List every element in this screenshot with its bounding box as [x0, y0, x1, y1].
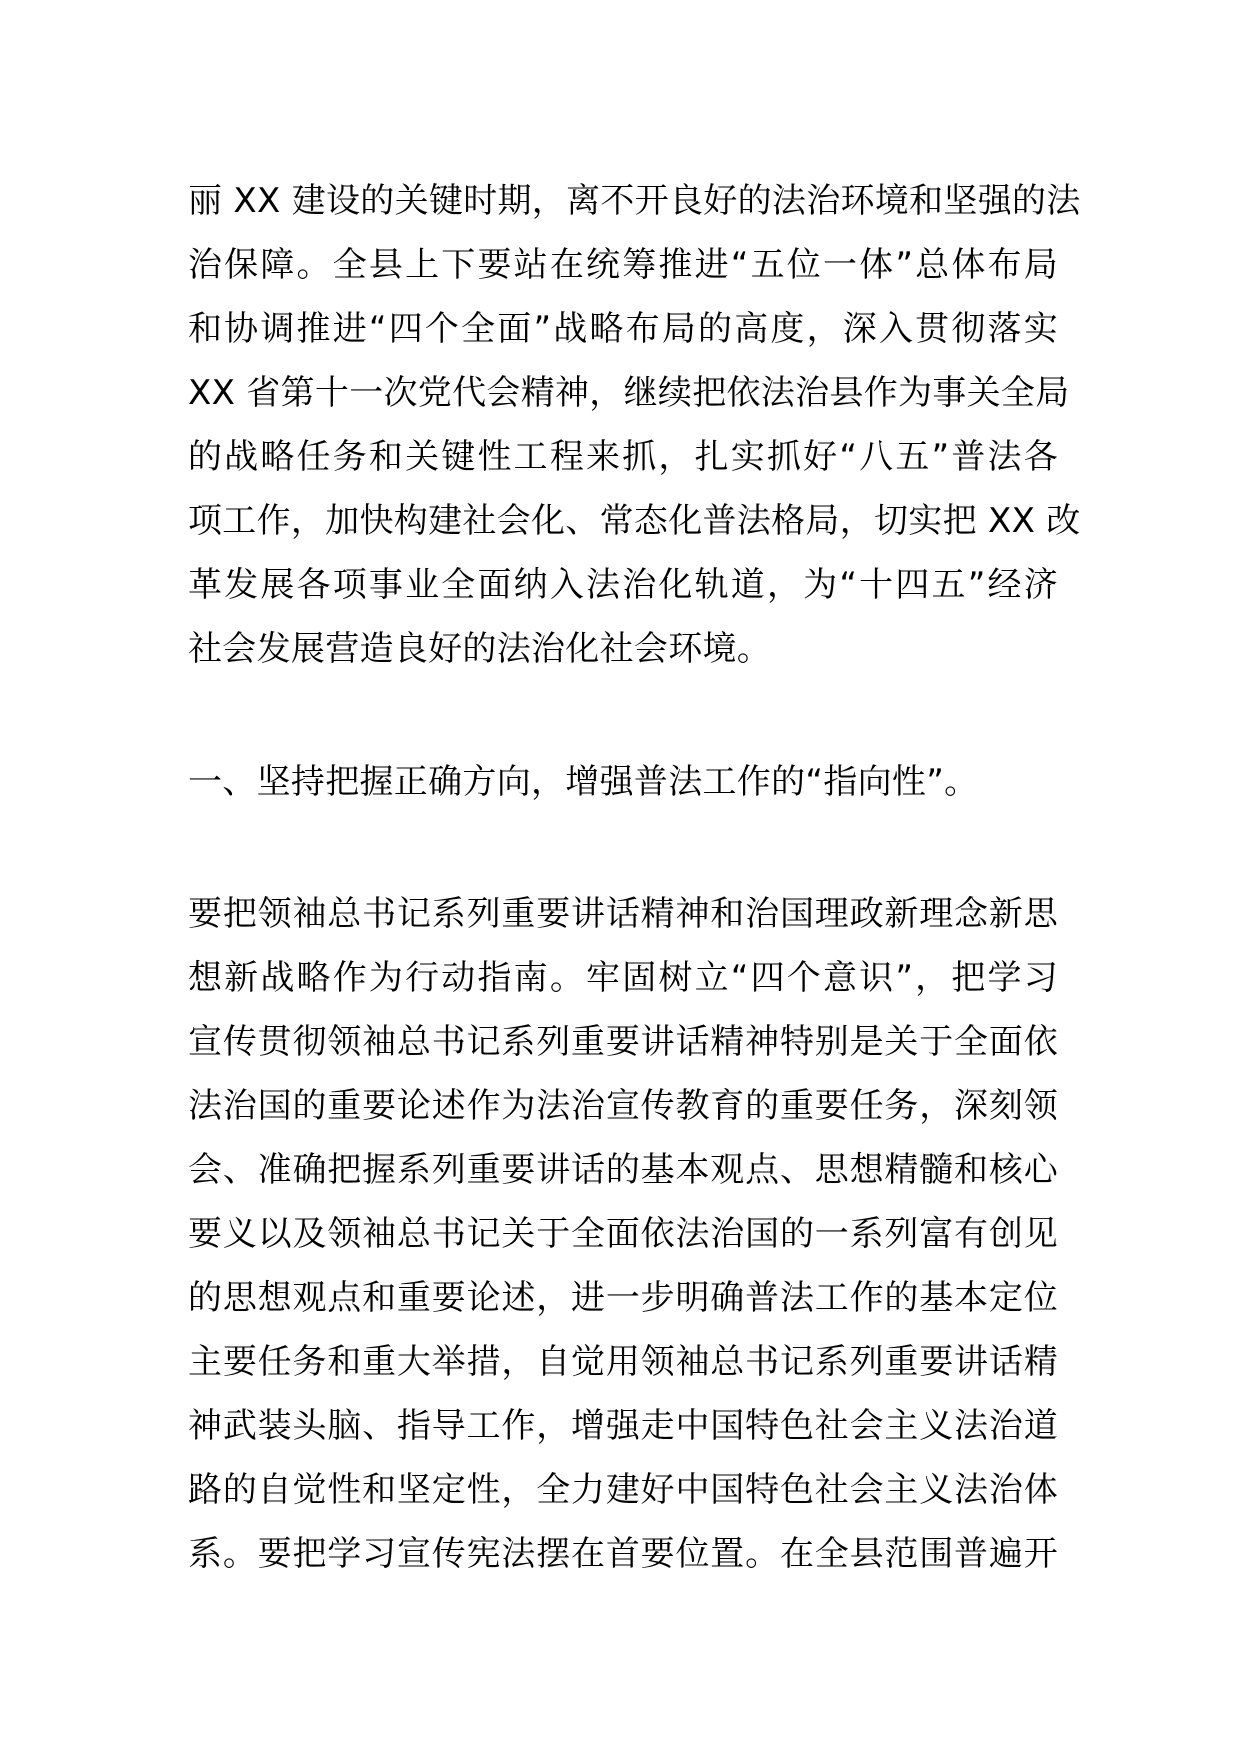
text-line: XX 省第十一次党代会精神，继续把依法治县作为事关全局	[188, 373, 1070, 413]
text-line: 路的自觉性和坚定性，全力建好中国特色社会主义法治体	[188, 1470, 1058, 1510]
text-line: 丽 XX 建设的关键时期，离不开良好的法治环境和坚强的法	[188, 181, 1081, 221]
text-line: 想新战略作为行动指南。牢固树立“四个意识”，把学习	[188, 958, 1058, 998]
text-line: 要义以及领袖总书记关于全面依法治国的一系列富有创见	[188, 1214, 1058, 1254]
text-line: 主要任务和重大举措，自觉用领袖总书记系列重要讲话精	[188, 1342, 1058, 1382]
text-line: 的战略任务和关键性工程来抓，扎实抓好“八五”普法各	[188, 437, 1058, 477]
text-line: 的思想观点和重要论述，进一步明确普法工作的基本定位	[188, 1278, 1058, 1318]
text-line: 治保障。全县上下要站在统筹推进“五位一体”总体布局	[188, 245, 1058, 285]
text-line: 系。要把学习宣传宪法摆在首要位置。在全县范围普遍开	[188, 1534, 1058, 1574]
text-line: 宣传贯彻领袖总书记系列重要讲话精神特别是关于全面依	[188, 1022, 1058, 1062]
section-heading: 一、坚持把握正确方向，增强普法工作的“指向性”。	[188, 762, 979, 802]
text-line: 法治国的重要论述作为法治宣传教育的重要任务，深刻领	[188, 1086, 1058, 1126]
text-line: 神武装头脑、指导工作，增强走中国特色社会主义法治道	[188, 1406, 1058, 1446]
text-line: 社会发展营造良好的法治化社会环境。	[188, 629, 772, 669]
text-line: 会、准确把握系列重要讲话的基本观点、思想精髓和核心	[188, 1150, 1058, 1190]
text-line: 和协调推进“四个全面”战略布局的高度，深入贯彻落实	[188, 309, 1058, 349]
text-line: 项工作，加快构建社会化、常态化普法格局，切实把 XX 改	[188, 501, 1081, 541]
text-line: 要把领袖总书记系列重要讲话精神和治国理政新理念新思	[188, 894, 1058, 934]
text-line: 革发展各项事业全面纳入法治化轨道，为“十四五”经济	[188, 565, 1058, 605]
